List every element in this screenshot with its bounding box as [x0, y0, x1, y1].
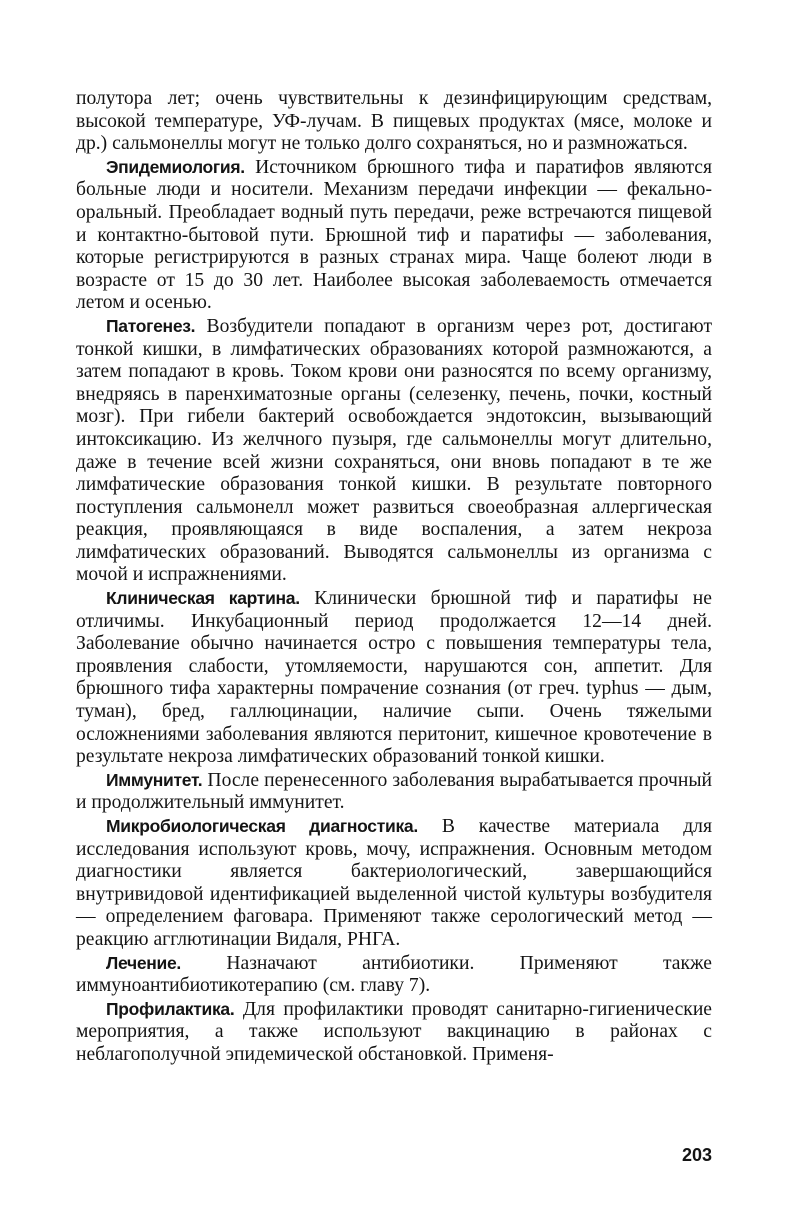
paragraph-clinical [76, 587, 712, 769]
section-heading-epidemiology: Эпидемиология. [106, 156, 245, 177]
paragraph-continuation [76, 88, 712, 156]
section-heading-immunity: Иммунитет. [106, 769, 203, 790]
paragraph-text: полутора лет; очень чувствительны к дезинфицирующим средствам, высокой температуре, УФ-лучам. В пищевых продуктах (мясе, молоке и др.) сальмонеллы могут не только долго сохраняться, но и размножаться. [76, 88, 712, 155]
section-heading-pathogenesis: Патогенез. [106, 315, 196, 336]
section-heading-diagnostics: Микробиологическая диагностика. [106, 816, 418, 836]
paragraph-diagnostics [76, 815, 712, 952]
paragraph-prevention [76, 998, 712, 1067]
paragraph-text: Клинически брюшной тиф и паратифы не отличимы. Инкубационный период продолжается 12—14 дней. Заболевание обычно начинается остро с повышения температуры тела, проявления слабости, утомляемости, нарушаются сон, аппетит. Для брюшного тифа характерны помрачение сознания (от греч. typhus — дым, туман), бред, галлюцинации, наличие сыпи. Очень тяжелыми осложнениями заболевания являются перитонит, кишечное кровотечение в результате некроза лимфатических образований тонкой кишки. [76, 588, 712, 768]
page-number: 203 [681, 1145, 712, 1165]
section-heading-clinical: Клиническая картина. [106, 588, 300, 609]
paragraph-text: Источником брюшного тифа и паратифов являются больные люди и носители. Механизм передачи инфекции — фекально-оральный. Преобладает водный путь передачи, реже встречаются пищевой и контактно-бытовой пути. Брюшной тиф и паратифы — заболевания, которые регистрируются в разных странах мира. Чаще болеют люди в возрасте от 15 до 30 лет. Наиболее высокая заболеваемость отмечается летом и осенью. [76, 156, 712, 314]
paragraph-text: Для профилактики проводят санитарно-гигиенические мероприятия, а также используют вакцинацию в районах с неблагополучной эпидемической обстановкой. Применя- [76, 998, 712, 1065]
paragraph-immunity [76, 769, 712, 815]
section-heading-treatment: Лечение. [106, 952, 181, 973]
paragraph-pathogenesis [76, 315, 712, 587]
paragraph-epidemiology [76, 156, 712, 315]
paragraph-text: В качестве материала для исследования используют кровь, мочу, испражнения. Основным методом диагностики является бактериологический, завершающийся внутривидовой идентификацией выделенной чистой культуры возбудителя — определением фаговара. Применяют также серологический метод — реакцию агглютинации Видаля, РНГА. [76, 816, 712, 950]
paragraph-treatment [76, 952, 712, 998]
section-heading-prevention: Профилактика. [106, 998, 235, 1019]
page-body [76, 88, 712, 1067]
paragraph-text: После перенесенного заболевания вырабатывается прочный и продолжительный иммунитет. [76, 769, 712, 814]
paragraph-text: Назначают антибиотики. Применяют также иммуноантибиотикотерапию (см. главу 7). [76, 952, 712, 997]
paragraph-text: Возбудители попадают в организм через рот, достигают тонкой кишки, в лимфатических образованиях которой размножаются, а затем попадают в кровь. Током крови они разносятся по всему организму, внедряясь в паренхиматозные органы (селезенку, печень, почки, костный мозг). При гибели бактерий освобождается эндотоксин, вызывающий интоксикацию. Из желчного пузыря, где сальмонеллы могут длительно, даже в течение всей жизни сохраняться, они вновь попадают в те же лимфатические образования тонкой кишки. В результате повторного поступления сальмонелл может развиться своеобразная аллергическая реакция, проявляющаяся в виде воспаления, а затем некроза лимфатических образований. Выводятся сальмонеллы из организма с мочой и испражнениями. [76, 315, 713, 586]
